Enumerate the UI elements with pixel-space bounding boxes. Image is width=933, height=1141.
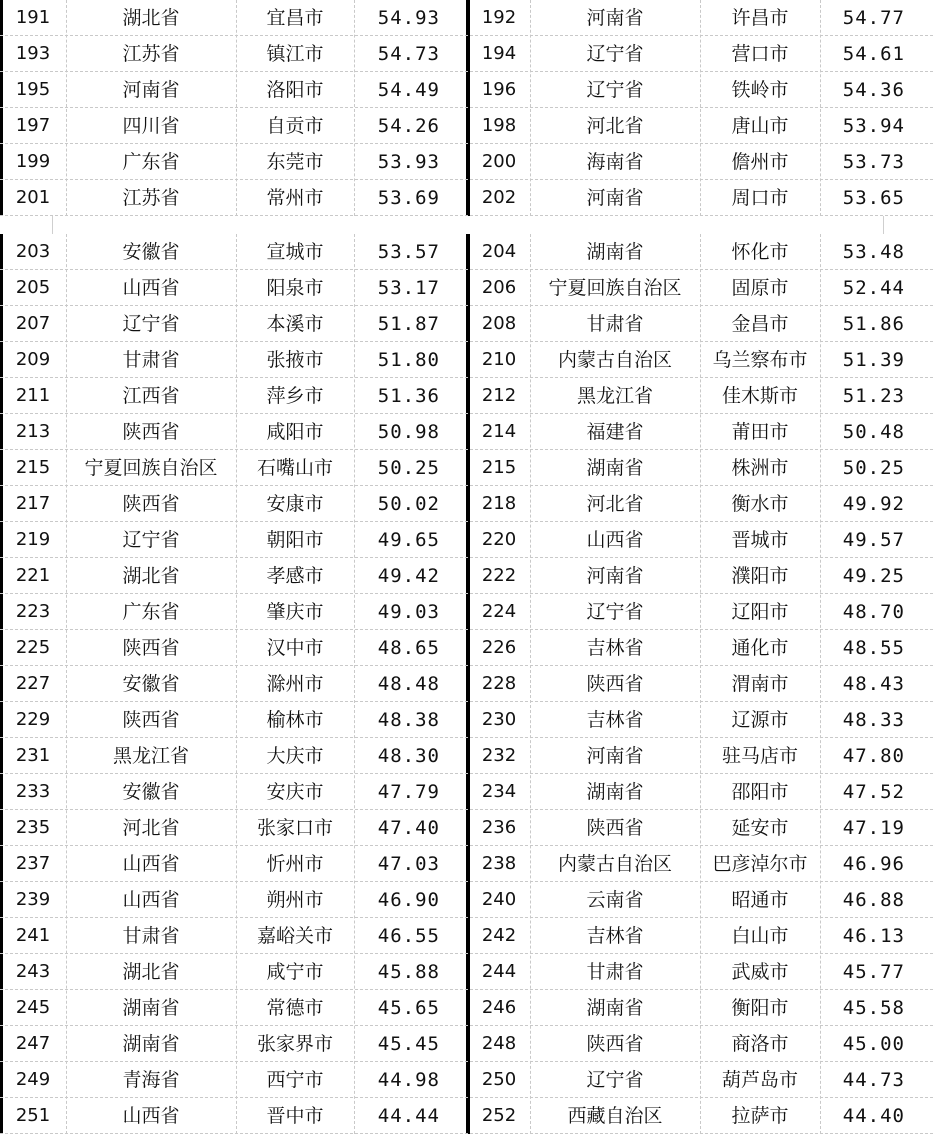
right-score-cell: 53.65 [842, 187, 905, 209]
table-row [0, 108, 933, 144]
left-rank-cell: 211 [15, 385, 51, 406]
left-score-cell: 47.03 [377, 853, 440, 875]
right-city-cell: 株洲市 [731, 457, 789, 479]
left-score-cell: 51.80 [377, 349, 440, 371]
right-rank-cell: 232 [481, 745, 517, 766]
left-city-cell: 张掖市 [266, 349, 324, 371]
table-row [0, 342, 933, 378]
left-score-cell: 47.40 [377, 817, 440, 839]
left-city-cell: 孝感市 [266, 565, 324, 587]
right-city-cell: 葫芦岛市 [721, 1069, 798, 1091]
right-score-cell: 46.88 [842, 889, 905, 911]
right-city-cell: 濮阳市 [731, 565, 789, 587]
right-score-cell: 47.19 [842, 817, 905, 839]
right-city-cell: 周口市 [731, 187, 789, 209]
right-province-cell: 河南省 [586, 7, 644, 29]
left-city-cell: 宜昌市 [266, 7, 324, 29]
left-rank-cell: 215 [15, 457, 51, 478]
right-score-cell: 54.61 [842, 43, 905, 65]
table-row [0, 810, 933, 846]
table-row [0, 522, 933, 558]
right-province-cell: 河北省 [586, 115, 644, 137]
table-row [0, 36, 933, 72]
left-city-cell: 常州市 [266, 187, 324, 209]
left-province-cell: 河南省 [122, 79, 180, 101]
left-rank-cell: 219 [15, 529, 51, 550]
right-score-cell: 51.39 [842, 349, 905, 371]
left-province-cell: 安徽省 [122, 241, 180, 263]
table-row [0, 990, 933, 1026]
left-score-cell: 48.30 [377, 745, 440, 767]
right-province-cell: 辽宁省 [586, 1069, 644, 1091]
left-rank-cell: 193 [15, 43, 51, 64]
right-rank-cell: 202 [481, 187, 517, 208]
left-city-cell: 宣城市 [266, 241, 324, 263]
left-rank-cell: 209 [15, 349, 51, 370]
left-province-cell: 河北省 [122, 817, 180, 839]
left-rank-cell: 191 [15, 7, 51, 28]
left-city-cell: 安庆市 [266, 781, 324, 803]
table-row [0, 630, 933, 666]
right-rank-cell: 224 [481, 601, 517, 622]
left-score-cell: 54.93 [377, 7, 440, 29]
right-province-cell: 内蒙古自治区 [557, 349, 672, 371]
left-score-cell: 45.45 [377, 1033, 440, 1055]
left-score-cell: 46.55 [377, 925, 440, 947]
right-city-cell: 佳木斯市 [721, 385, 798, 407]
right-province-cell: 湖南省 [586, 997, 644, 1019]
left-province-cell: 山西省 [122, 889, 180, 911]
right-city-cell: 唐山市 [731, 115, 789, 137]
left-city-cell: 西宁市 [266, 1069, 324, 1091]
table-row [0, 918, 933, 954]
left-score-cell: 53.69 [377, 187, 440, 209]
left-city-cell: 大庆市 [266, 745, 324, 767]
right-province-cell: 海南省 [586, 151, 644, 173]
left-province-cell: 江西省 [122, 385, 180, 407]
left-rank-cell: 197 [15, 115, 51, 136]
left-score-cell: 50.25 [377, 457, 440, 479]
left-rank-cell: 243 [15, 961, 51, 982]
left-score-cell: 47.79 [377, 781, 440, 803]
right-rank-cell: 212 [481, 385, 517, 406]
left-score-cell: 44.98 [377, 1069, 440, 1091]
left-score-cell: 49.42 [377, 565, 440, 587]
right-province-cell: 辽宁省 [586, 79, 644, 101]
left-rank-cell: 239 [15, 889, 51, 910]
left-province-cell: 甘肃省 [122, 925, 180, 947]
right-city-cell: 固原市 [731, 277, 789, 299]
right-score-cell: 47.52 [842, 781, 905, 803]
left-score-cell: 53.17 [377, 277, 440, 299]
right-score-cell: 48.70 [842, 601, 905, 623]
left-score-cell: 48.38 [377, 709, 440, 731]
left-rank-cell: 233 [15, 781, 51, 802]
right-rank-cell: 238 [481, 853, 517, 874]
left-province-cell: 陕西省 [122, 709, 180, 731]
right-score-cell: 52.44 [842, 277, 905, 299]
right-city-cell: 白山市 [731, 925, 789, 947]
left-rank-cell: 205 [15, 277, 51, 298]
table-row [0, 666, 933, 702]
right-city-cell: 昭通市 [731, 889, 789, 911]
right-rank-cell: 220 [481, 529, 517, 550]
left-rank-cell: 231 [15, 745, 51, 766]
left-province-cell: 湖北省 [122, 7, 180, 29]
right-province-cell: 湖南省 [586, 781, 644, 803]
table-row [0, 234, 933, 270]
right-rank-cell: 240 [481, 889, 517, 910]
right-province-cell: 西藏自治区 [567, 1105, 663, 1127]
left-province-cell: 辽宁省 [122, 529, 180, 551]
right-province-cell: 湖南省 [586, 457, 644, 479]
right-score-cell: 54.36 [842, 79, 905, 101]
right-score-cell: 45.58 [842, 997, 905, 1019]
left-city-cell: 咸宁市 [266, 961, 324, 983]
right-city-cell: 衡水市 [731, 493, 789, 515]
right-city-cell: 晋城市 [731, 529, 789, 551]
right-province-cell: 河南省 [586, 565, 644, 587]
right-score-cell: 50.48 [842, 421, 905, 443]
left-city-cell: 滁州市 [266, 673, 324, 695]
right-city-cell: 拉萨市 [731, 1105, 789, 1127]
left-province-cell: 辽宁省 [122, 313, 180, 335]
left-province-cell: 黑龙江省 [112, 745, 189, 767]
table-row [0, 1062, 933, 1098]
left-score-cell: 51.87 [377, 313, 440, 335]
table-row [0, 450, 933, 486]
right-city-cell: 衡阳市 [731, 997, 789, 1019]
right-rank-cell: 218 [481, 493, 517, 514]
right-rank-cell: 222 [481, 565, 517, 586]
right-score-cell: 46.13 [842, 925, 905, 947]
right-province-cell: 吉林省 [586, 709, 644, 731]
right-rank-cell: 244 [481, 961, 517, 982]
table-row [0, 594, 933, 630]
right-province-cell: 辽宁省 [586, 601, 644, 623]
left-province-cell: 广东省 [122, 601, 180, 623]
right-province-cell: 辽宁省 [586, 43, 644, 65]
left-city-cell: 榆林市 [266, 709, 324, 731]
right-score-cell: 44.73 [842, 1069, 905, 1091]
right-rank-cell: 242 [481, 925, 517, 946]
table-row [0, 486, 933, 522]
page-break-tick [52, 216, 53, 234]
left-city-cell: 嘉峪关市 [256, 925, 333, 947]
right-score-cell: 48.55 [842, 637, 905, 659]
left-province-cell: 甘肃省 [122, 349, 180, 371]
left-city-cell: 石嘴山市 [256, 457, 333, 479]
left-rank-cell: 195 [15, 79, 51, 100]
left-score-cell: 48.65 [377, 637, 440, 659]
table-row [0, 306, 933, 342]
left-province-cell: 广东省 [122, 151, 180, 173]
left-score-cell: 50.02 [377, 493, 440, 515]
right-score-cell: 53.94 [842, 115, 905, 137]
left-province-cell: 江苏省 [122, 43, 180, 65]
left-rank-cell: 217 [15, 493, 51, 514]
left-province-cell: 山西省 [122, 853, 180, 875]
right-score-cell: 50.25 [842, 457, 905, 479]
left-city-cell: 晋中市 [266, 1105, 324, 1127]
right-city-cell: 营口市 [731, 43, 789, 65]
right-rank-cell: 226 [481, 637, 517, 658]
table-row [0, 702, 933, 738]
table-row [0, 738, 933, 774]
left-rank-cell: 225 [15, 637, 51, 658]
left-score-cell: 49.03 [377, 601, 440, 623]
right-city-cell: 金昌市 [731, 313, 789, 335]
right-rank-cell: 208 [481, 313, 517, 334]
left-province-cell: 青海省 [122, 1069, 180, 1091]
left-score-cell: 48.48 [377, 673, 440, 695]
right-rank-cell: 234 [481, 781, 517, 802]
left-rank-cell: 223 [15, 601, 51, 622]
table-block-bottom [0, 234, 933, 1134]
right-city-cell: 巴彦淖尔市 [712, 853, 808, 875]
left-city-cell: 肇庆市 [266, 601, 324, 623]
left-score-cell: 54.73 [377, 43, 440, 65]
left-score-cell: 50.98 [377, 421, 440, 443]
left-city-cell: 本溪市 [266, 313, 324, 335]
right-province-cell: 福建省 [586, 421, 644, 443]
table-row [0, 846, 933, 882]
left-city-cell: 阳泉市 [266, 277, 324, 299]
right-score-cell: 48.33 [842, 709, 905, 731]
left-rank-cell: 207 [15, 313, 51, 334]
table-row [0, 1026, 933, 1062]
left-score-cell: 53.93 [377, 151, 440, 173]
right-province-cell: 吉林省 [586, 637, 644, 659]
right-province-cell: 陕西省 [586, 817, 644, 839]
left-province-cell: 四川省 [122, 115, 180, 137]
right-city-cell: 铁岭市 [731, 79, 789, 101]
table-row [0, 180, 933, 216]
right-rank-cell: 250 [481, 1069, 517, 1090]
right-city-cell: 莆田市 [731, 421, 789, 443]
table-row [0, 954, 933, 990]
right-city-cell: 许昌市 [731, 7, 789, 29]
table-row [0, 558, 933, 594]
right-city-cell: 渭南市 [731, 673, 789, 695]
left-rank-cell: 201 [15, 187, 51, 208]
table-block-top [0, 0, 933, 216]
right-province-cell: 吉林省 [586, 925, 644, 947]
right-province-cell: 内蒙古自治区 [557, 853, 672, 875]
right-rank-cell: 194 [481, 43, 517, 64]
right-province-cell: 云南省 [586, 889, 644, 911]
right-rank-cell: 248 [481, 1033, 517, 1054]
left-rank-cell: 213 [15, 421, 51, 442]
left-province-cell: 陕西省 [122, 493, 180, 515]
left-score-cell: 45.65 [377, 997, 440, 1019]
right-city-cell: 辽阳市 [731, 601, 789, 623]
right-rank-cell: 210 [481, 349, 517, 370]
left-city-cell: 洛阳市 [266, 79, 324, 101]
left-rank-cell: 241 [15, 925, 51, 946]
table-row [0, 72, 933, 108]
table-row [0, 378, 933, 414]
left-score-cell: 49.65 [377, 529, 440, 551]
left-province-cell: 湖南省 [122, 997, 180, 1019]
right-rank-cell: 228 [481, 673, 517, 694]
right-province-cell: 甘肃省 [586, 313, 644, 335]
right-city-cell: 驻马店市 [721, 745, 798, 767]
left-score-cell: 45.88 [377, 961, 440, 983]
left-province-cell: 安徽省 [122, 673, 180, 695]
left-score-cell: 54.26 [377, 115, 440, 137]
right-province-cell: 陕西省 [586, 673, 644, 695]
left-rank-cell: 249 [15, 1069, 51, 1090]
right-score-cell: 53.73 [842, 151, 905, 173]
right-province-cell: 陕西省 [586, 1033, 644, 1055]
right-score-cell: 51.86 [842, 313, 905, 335]
left-rank-cell: 251 [15, 1105, 51, 1126]
left-city-cell: 常德市 [266, 997, 324, 1019]
left-city-cell: 镇江市 [266, 43, 324, 65]
left-rank-cell: 199 [15, 151, 51, 172]
left-province-cell: 安徽省 [122, 781, 180, 803]
left-rank-cell: 221 [15, 565, 51, 586]
left-city-cell: 张家界市 [256, 1033, 333, 1055]
right-city-cell: 延安市 [731, 817, 789, 839]
right-province-cell: 湖南省 [586, 241, 644, 263]
left-rank-cell: 237 [15, 853, 51, 874]
left-city-cell: 忻州市 [266, 853, 324, 875]
right-rank-cell: 192 [481, 7, 517, 28]
right-city-cell: 邵阳市 [731, 781, 789, 803]
right-city-cell: 武威市 [731, 961, 789, 983]
grid-hline [0, 1133, 933, 1134]
right-province-cell: 宁夏回族自治区 [548, 277, 682, 299]
left-city-cell: 朝阳市 [266, 529, 324, 551]
left-province-cell: 陕西省 [122, 421, 180, 443]
left-province-cell: 陕西省 [122, 637, 180, 659]
right-score-cell: 49.92 [842, 493, 905, 515]
right-rank-cell: 214 [481, 421, 517, 442]
right-score-cell: 45.77 [842, 961, 905, 983]
left-city-cell: 张家口市 [256, 817, 333, 839]
right-province-cell: 黑龙江省 [576, 385, 653, 407]
left-province-cell: 湖南省 [122, 1033, 180, 1055]
left-city-cell: 朔州市 [266, 889, 324, 911]
left-province-cell: 宁夏回族自治区 [84, 457, 218, 479]
table-row [0, 774, 933, 810]
right-city-cell: 儋州市 [731, 151, 789, 173]
right-province-cell: 河北省 [586, 493, 644, 515]
right-rank-cell: 215 [481, 457, 517, 478]
left-city-cell: 安康市 [266, 493, 324, 515]
right-rank-cell: 198 [481, 115, 517, 136]
right-score-cell: 47.80 [842, 745, 905, 767]
left-city-cell: 自贡市 [266, 115, 324, 137]
left-score-cell: 44.44 [377, 1105, 440, 1127]
left-province-cell: 湖北省 [122, 565, 180, 587]
right-province-cell: 河南省 [586, 745, 644, 767]
left-score-cell: 51.36 [377, 385, 440, 407]
left-rank-cell: 229 [15, 709, 51, 730]
right-score-cell: 51.23 [842, 385, 905, 407]
left-city-cell: 东莞市 [266, 151, 324, 173]
left-city-cell: 咸阳市 [266, 421, 324, 443]
right-province-cell: 甘肃省 [586, 961, 644, 983]
left-province-cell: 江苏省 [122, 187, 180, 209]
right-score-cell: 49.57 [842, 529, 905, 551]
right-rank-cell: 246 [481, 997, 517, 1018]
left-rank-cell: 245 [15, 997, 51, 1018]
page-break-tick [883, 216, 884, 234]
right-rank-cell: 196 [481, 79, 517, 100]
left-province-cell: 湖北省 [122, 961, 180, 983]
right-score-cell: 49.25 [842, 565, 905, 587]
right-score-cell: 46.96 [842, 853, 905, 875]
right-city-cell: 乌兰察布市 [712, 349, 808, 371]
right-score-cell: 44.40 [842, 1105, 905, 1127]
left-score-cell: 54.49 [377, 79, 440, 101]
left-score-cell: 46.90 [377, 889, 440, 911]
left-score-cell: 53.57 [377, 241, 440, 263]
right-rank-cell: 230 [481, 709, 517, 730]
table-row [0, 414, 933, 450]
right-score-cell: 54.77 [842, 7, 905, 29]
right-rank-cell: 204 [481, 241, 517, 262]
table-row [0, 0, 933, 36]
left-province-cell: 山西省 [122, 277, 180, 299]
left-city-cell: 汉中市 [266, 637, 324, 659]
left-province-cell: 山西省 [122, 1105, 180, 1127]
right-city-cell: 辽源市 [731, 709, 789, 731]
right-rank-cell: 200 [481, 151, 517, 172]
right-score-cell: 53.48 [842, 241, 905, 263]
table-row [0, 144, 933, 180]
table-row [0, 1098, 933, 1134]
table-row [0, 882, 933, 918]
right-province-cell: 河南省 [586, 187, 644, 209]
right-rank-cell: 252 [481, 1105, 517, 1126]
left-rank-cell: 227 [15, 673, 51, 694]
left-rank-cell: 203 [15, 241, 51, 262]
left-rank-cell: 235 [15, 817, 51, 838]
right-score-cell: 45.00 [842, 1033, 905, 1055]
left-rank-cell: 247 [15, 1033, 51, 1054]
right-rank-cell: 206 [481, 277, 517, 298]
right-score-cell: 48.43 [842, 673, 905, 695]
left-city-cell: 萍乡市 [266, 385, 324, 407]
right-city-cell: 商洛市 [731, 1033, 789, 1055]
right-province-cell: 山西省 [586, 529, 644, 551]
table-row [0, 270, 933, 306]
grid-hline [0, 215, 933, 216]
right-rank-cell: 236 [481, 817, 517, 838]
right-city-cell: 通化市 [731, 637, 789, 659]
right-city-cell: 怀化市 [731, 241, 789, 263]
